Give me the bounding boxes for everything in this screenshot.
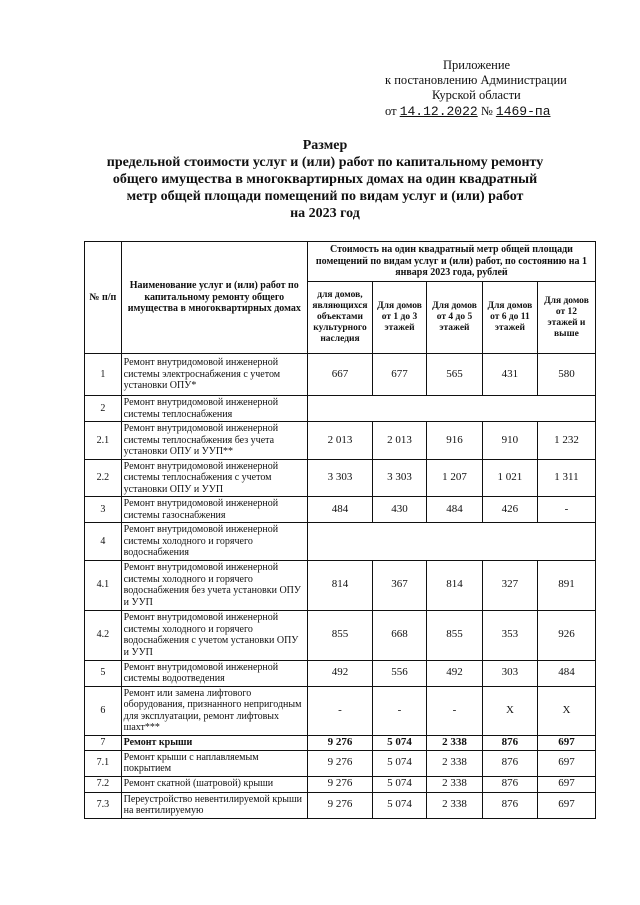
row-number: 3 [85, 497, 122, 523]
row-service-name: Ремонт или замена лифтового оборудования, признанного непригодным для эксплуатации, ремонт лифтовых шахт*** [121, 686, 307, 735]
row-value-col-5: 1 232 [537, 422, 595, 460]
row-value-col-2: 5 074 [373, 735, 427, 750]
row-value-col-1: 9 276 [307, 792, 372, 818]
row-value-col-2: 430 [373, 497, 427, 523]
row-value-col-1: 855 [307, 610, 372, 660]
row-value-col-3: 2 338 [426, 735, 482, 750]
row-value-col-3: 2 338 [426, 792, 482, 818]
row-value-col-3: 484 [426, 497, 482, 523]
row-service-name: Ремонт скатной (шатровой) крыши [121, 776, 307, 792]
row-number: 7.1 [85, 750, 122, 776]
row-value-col-5: 697 [537, 792, 595, 818]
row-value-col-5: 697 [537, 750, 595, 776]
title-line-4: метр общей площади помещений по видам услуг и (или) работ [126, 189, 524, 204]
row-value-col-1: 667 [307, 354, 372, 396]
row-value-col-2: 668 [373, 610, 427, 660]
row-value-col-2: 2 013 [373, 422, 427, 460]
row-value-col-5: 697 [537, 735, 595, 750]
row-value-col-2: 367 [373, 560, 427, 610]
row-value-col-4: 353 [482, 610, 537, 660]
row-service-name: Ремонт внутридомовой инженерной системы газоснабжения [121, 497, 307, 523]
row-number: 7 [85, 735, 122, 750]
header-sub-6-11: Для домов от 6 до 11 этажей [482, 282, 537, 354]
row-number: 1 [85, 354, 122, 396]
row-number: 2.1 [85, 422, 122, 460]
table-row [85, 792, 596, 818]
row-value-col-1: 814 [307, 560, 372, 610]
table-row [85, 686, 596, 735]
row-value-col-2: 5 074 [373, 776, 427, 792]
row-value-col-4: 327 [482, 560, 537, 610]
table-row [85, 750, 596, 776]
row-value-col-2: 5 074 [373, 792, 427, 818]
row-value-col-1: 492 [307, 660, 372, 686]
row-empty-values [307, 396, 595, 422]
row-value-col-4: 876 [482, 792, 537, 818]
row-value-col-2: 3 303 [373, 459, 427, 497]
row-service-name: Ремонт внутридомовой инженерной системы холодного и горячего водоснабжения с учетом установки ОПУ и УУП [121, 610, 307, 660]
row-value-col-4: 426 [482, 497, 537, 523]
header-from-label: от [385, 104, 397, 118]
row-service-name: Ремонт внутридомовой инженерной системы теплоснабжения [121, 396, 307, 422]
row-value-col-4: 876 [482, 750, 537, 776]
row-value-col-4: 876 [482, 776, 537, 792]
row-service-name: Ремонт внутридомовой инженерной системы холодного и горячего водоснабжения без учета установки ОПУ и УУП [121, 560, 307, 610]
row-number: 5 [85, 660, 122, 686]
document-header [385, 58, 585, 119]
cost-table [84, 241, 596, 819]
row-value-col-4: 431 [482, 354, 537, 396]
header-sub-12-plus: Для домов от 12 этажей и выше [537, 282, 595, 354]
row-number: 4.2 [85, 610, 122, 660]
title-line-2: предельной стоимости услуг и (или) работ по капитальному ремонту [106, 155, 544, 170]
table-row [85, 560, 596, 610]
row-value-col-3: 492 [426, 660, 482, 686]
row-value-col-5: 484 [537, 660, 595, 686]
table-row [85, 776, 596, 792]
header-sub-heritage: для домов, являющихся объектами культурного наследия [307, 282, 372, 354]
table-row [85, 354, 596, 396]
row-number: 4.1 [85, 560, 122, 610]
row-value-col-1: 2 013 [307, 422, 372, 460]
row-value-col-2: 5 074 [373, 750, 427, 776]
header-date-number [385, 104, 585, 119]
row-service-name: Ремонт крыши с наплавляемым покрытием [121, 750, 307, 776]
row-value-col-5: 697 [537, 776, 595, 792]
row-value-col-2: 677 [373, 354, 427, 396]
row-value-col-1: 484 [307, 497, 372, 523]
header-col-name: Наименование услуг и (или) работ по капитальному ремонту общего имущества в многоквартирных домах [121, 242, 307, 354]
title-line-1: Размер [302, 138, 348, 153]
row-service-name: Ремонт внутридомовой инженерной системы теплоснабжения с учетом установки ОПУ и УУП [121, 459, 307, 497]
header-sub-4-5: Для домов от 4 до 5 этажей [426, 282, 482, 354]
row-value-col-3: - [426, 686, 482, 735]
row-empty-values [307, 523, 595, 561]
document-title [80, 137, 570, 222]
row-value-col-4: 910 [482, 422, 537, 460]
row-value-col-4: 1 021 [482, 459, 537, 497]
row-value-col-5: 580 [537, 354, 595, 396]
row-service-name: Ремонт внутридомовой инженерной системы электроснабжения с учетом установки ОПУ* [121, 354, 307, 396]
title-line-3: общего имущества в многоквартирных домах на один квадратный [112, 172, 538, 187]
row-value-col-5: 1 311 [537, 459, 595, 497]
row-value-col-4: X [482, 686, 537, 735]
row-number: 7.3 [85, 792, 122, 818]
table-row [85, 497, 596, 523]
row-value-col-3: 2 338 [426, 750, 482, 776]
table-row [85, 459, 596, 497]
row-value-col-5: - [537, 497, 595, 523]
header-date: 14.12.2022 [399, 104, 478, 119]
header-appendix: Приложение [443, 58, 511, 72]
row-value-col-4: 876 [482, 735, 537, 750]
header-region: Курской области [432, 88, 521, 102]
row-value-col-1: - [307, 686, 372, 735]
row-value-col-1: 9 276 [307, 750, 372, 776]
header-col-number: № п/п [85, 242, 122, 354]
header-col-cost: Стоимость на один квадратный метр общей площади помещений по видам услуг и (или) работ, по состоянию на 1 января 2023 года, рублей [307, 242, 595, 282]
row-value-col-5: 891 [537, 560, 595, 610]
table-row [85, 610, 596, 660]
table-row [85, 735, 596, 750]
row-service-name: Ремонт внутридомовой инженерной системы водоотведения [121, 660, 307, 686]
table-row [85, 523, 596, 561]
title-line-5: на 2023 год [290, 206, 360, 221]
row-number: 4 [85, 523, 122, 561]
row-value-col-4: 303 [482, 660, 537, 686]
header-number-label: № [480, 104, 493, 118]
row-number: 2 [85, 396, 122, 422]
table-row [85, 660, 596, 686]
row-value-col-3: 916 [426, 422, 482, 460]
row-value-col-1: 9 276 [307, 735, 372, 750]
row-value-col-5: X [537, 686, 595, 735]
row-service-name: Ремонт внутридомовой инженерной системы холодного и горячего водоснабжения [121, 523, 307, 561]
row-number: 6 [85, 686, 122, 735]
row-number: 2.2 [85, 459, 122, 497]
row-value-col-3: 814 [426, 560, 482, 610]
table-body [85, 354, 596, 819]
table-row [85, 396, 596, 422]
row-number: 7.2 [85, 776, 122, 792]
row-value-col-2: 556 [373, 660, 427, 686]
row-value-col-5: 926 [537, 610, 595, 660]
row-value-col-3: 1 207 [426, 459, 482, 497]
row-value-col-3: 565 [426, 354, 482, 396]
header-sub-1-3: Для домов от 1 до 3 этажей [373, 282, 427, 354]
row-value-col-3: 855 [426, 610, 482, 660]
row-value-col-3: 2 338 [426, 776, 482, 792]
header-number: 1469-па [495, 104, 551, 119]
table-row [85, 422, 596, 460]
row-service-name: Переустройство невентилируемой крыши на вентилируемую [121, 792, 307, 818]
row-value-col-1: 9 276 [307, 776, 372, 792]
header-resolution: к постановлению Администрации [385, 73, 567, 87]
row-service-name: Ремонт внутридомовой инженерной системы теплоснабжения без учета установки ОПУ и УУП** [121, 422, 307, 460]
row-value-col-2: - [373, 686, 427, 735]
row-service-name: Ремонт крыши [121, 735, 307, 750]
row-value-col-1: 3 303 [307, 459, 372, 497]
